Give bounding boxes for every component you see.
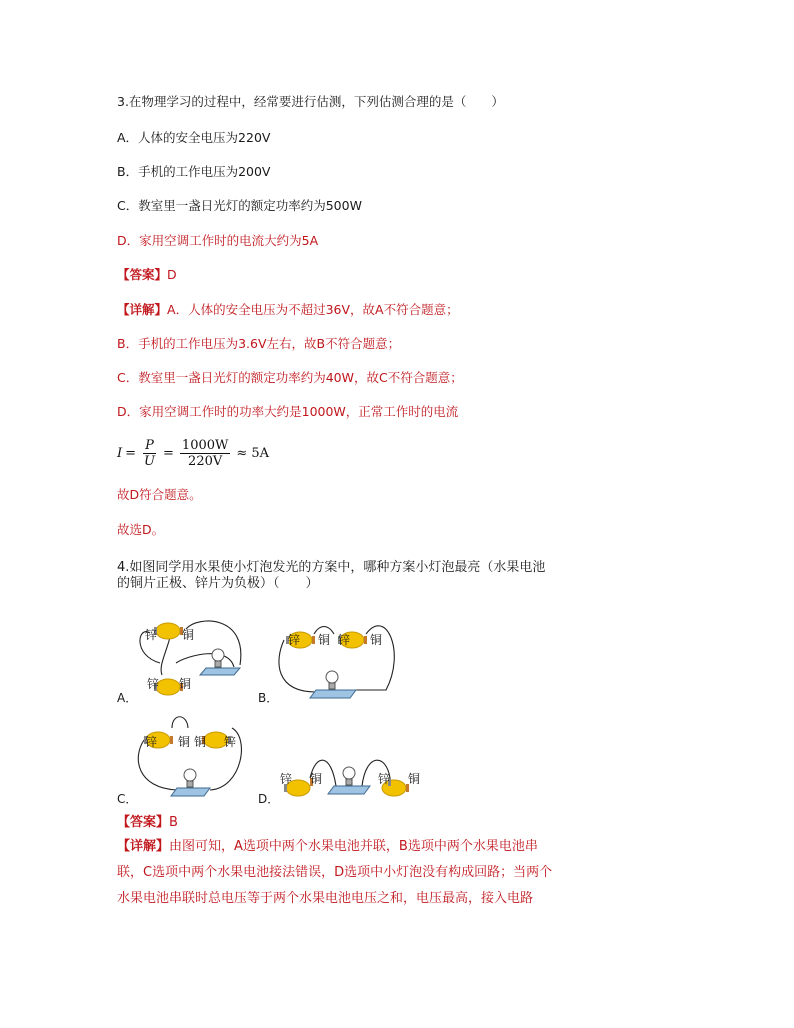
figure-c-circuit (132, 708, 247, 803)
formula-numerator: P (145, 437, 154, 453)
fig-b-zinc-label-2: 锌 (338, 633, 351, 647)
formula-denominator: U (144, 453, 156, 469)
detail-text: 由图可知，A选项中两个水果电池并联，B选项中两个水果电池串 (169, 839, 538, 854)
q3-detail-d: D．家用空调工作时的功率大约是1000W，正常工作时的电流 (117, 404, 459, 419)
fig-b-copper-label-2: 铜 (370, 633, 383, 647)
fig-d-zinc-label-2: 锌 (378, 772, 391, 786)
detail-label: 【详解】 (117, 839, 170, 854)
fig-c-zinc-label-1: 锌 (145, 735, 158, 749)
formula-fraction-values (180, 438, 230, 469)
formula-eq: = (125, 445, 137, 461)
q3-answer (117, 267, 177, 283)
answer-value: B (169, 815, 178, 830)
answer-label: 【答案】 (117, 815, 170, 830)
q3-detail-c: C．教室里一盏日光灯的额定功率约为40W，故C不符合题意； (117, 370, 463, 385)
q3-final-choice: 故选D。 (117, 522, 165, 537)
fig-a-copper-label-1: 铜 (182, 628, 195, 642)
q4-answer (117, 815, 178, 831)
formula-result: ≈ 5A (236, 445, 270, 461)
fig-a-zinc-label-1: 锌 (145, 628, 158, 642)
q3-option-a: A．人体的安全电压为220V (117, 130, 271, 145)
fig-c-copper-label-1: 铜 (178, 735, 191, 749)
answer-value: D (167, 267, 177, 282)
formula-denominator-value: 220V (188, 453, 223, 469)
figure-a-label: A． (117, 691, 138, 705)
answer-label: 【答案】 (117, 267, 168, 282)
q3-stem: 3.在物理学习的过程中，经常要进行估测，下列估测合理的是（ ） (117, 94, 504, 109)
formula-lhs: I (117, 445, 123, 461)
q4-detail-line2: 联，C选项中两个水果电池接法错误，D选项中小灯泡没有构成回路；当两个 (117, 865, 553, 880)
figure-b-circuit (276, 612, 406, 707)
fig-a-copper-label-2: 铜 (179, 677, 192, 691)
formula-eq-2: = (163, 445, 174, 461)
figure-c-label: C． (117, 792, 138, 806)
fig-c-copper-label-2: 铜 (194, 735, 207, 749)
q4-stem-line1: 4.如图同学用水果使小灯泡发光的方案中，哪种方案小灯泡最亮（水果电池 (117, 560, 546, 575)
detail-text: A．人体的安全电压为不超过36V，故A不符合题意； (167, 302, 459, 317)
q3-detail-b: B．手机的工作电压为3.6V左右，故B不符合题意； (117, 336, 401, 351)
q3-option-d: D．家用空调工作时的电流大约为5A (117, 233, 319, 248)
fig-b-zinc-label-1: 锌 (288, 633, 301, 647)
q4-stem-line2: 的铜片正极、锌片为负极）（ ） (117, 576, 319, 591)
fig-a-zinc-label-2: 锌 (147, 677, 160, 691)
q3-conclusion: 故D符合题意。 (117, 487, 202, 502)
figure-d-label: D． (258, 792, 280, 806)
figure-d-circuit (276, 748, 426, 803)
current-formula (117, 436, 269, 470)
fig-d-copper-label-2: 铜 (408, 772, 421, 786)
formula-numerator-value: 1000W (181, 437, 229, 453)
fig-b-copper-label-1: 铜 (318, 633, 331, 647)
q3-detail-a (117, 302, 459, 318)
fig-c-zinc-label-2: 锌 (224, 735, 237, 749)
q3-option-c: C．教室里一盏日光灯的额定功率约为500W (117, 198, 362, 213)
formula-fraction-pu (142, 438, 157, 469)
fig-d-copper-label-1: 铜 (310, 772, 323, 786)
q4-detail-line3: 水果电池串联时总电压等于两个水果电池电压之和，电压最高，接入电路 (117, 891, 534, 906)
q3-option-b: B．手机的工作电压为200V (117, 164, 271, 179)
q4-detail-line1 (117, 839, 538, 855)
figure-b-label: B． (258, 691, 279, 705)
fig-d-zinc-label-1: 锌 (280, 772, 293, 786)
detail-label: 【详解】 (117, 302, 168, 317)
